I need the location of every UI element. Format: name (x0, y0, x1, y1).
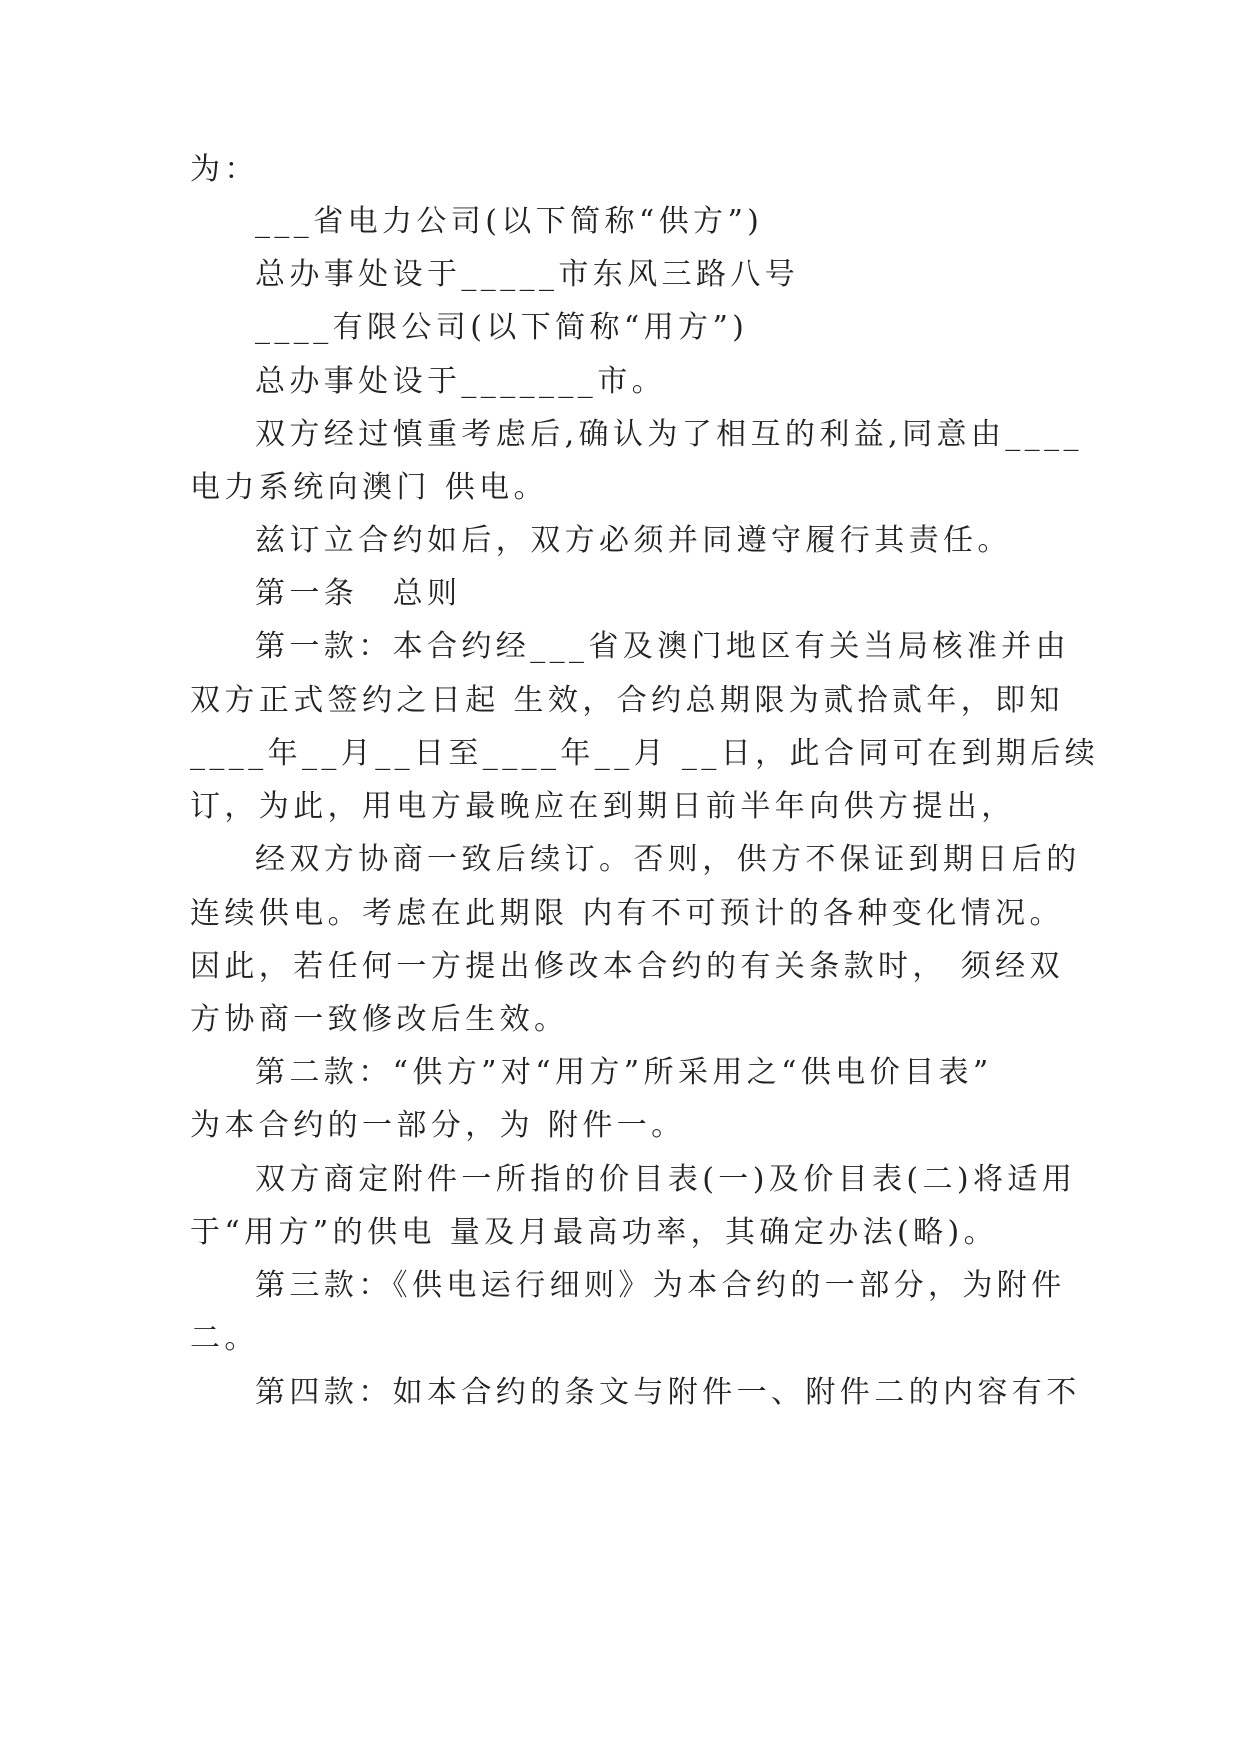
text-line: 为本合约的一部分，为 附件一。 (190, 1108, 686, 1143)
text-line: 订，为此，用电方最晚应在到期日前半年向供方提出， (190, 789, 1016, 824)
text-line: 第三款：《供电运行细则》为本合约的一部分，为附件 (255, 1268, 1066, 1303)
text-line: ___省电力公司(以下简称“供方”) (255, 204, 764, 239)
section-heading: 第一条 总则 (255, 576, 462, 611)
text-line: 双方经过慎重考虑后,确认为了相互的利益,同意由____ (255, 417, 1083, 452)
text-line: 经双方协商一致后续订。否则，供方不保证到期日后的 (255, 842, 1081, 877)
text-line: 第一款：本合约经___省及澳门地区有关当局核准并由 (255, 629, 1070, 664)
text-line: 为： (190, 152, 259, 187)
text-line: 于“用方”的供电 量及月最高功率，其确定办法(略)。 (190, 1215, 999, 1250)
text-line: 方协商一致修改后生效。 (190, 1002, 569, 1037)
text-line: ____年__月__日至____年__月 __日，此合同可在到期后续 (190, 736, 1100, 771)
text-line: 电力系统向澳门 供电。 (190, 470, 548, 505)
text-line: 双方正式签约之日起 生效，合约总期限为贰拾贰年，即知 (190, 683, 1064, 718)
text-line: 连续供电。考虑在此期限 内有不可预计的各种变化情况。 (190, 896, 1064, 931)
text-line: 二。 (190, 1321, 259, 1356)
text-line: 双方商定附件一所指的价目表(一)及价目表(二)将适用 (255, 1162, 1077, 1197)
text-line: 总办事处设于_____市东风三路八号 (255, 257, 800, 292)
text-line: 第四款：如本合约的条文与附件一、附件二的内容有不 (255, 1375, 1081, 1410)
text-line: 因此，若任何一方提出修改本合约的有关条款时， 须经双 (190, 949, 1064, 984)
text-line: 第二款：“供方”对“用方”所采用之“供电价目表” (255, 1055, 993, 1090)
text-line: ____有限公司(以下简称“用方”) (255, 310, 749, 345)
text-line: 总办事处设于_______市。 (255, 364, 666, 399)
text-line: 兹订立合约如后，双方必须并同遵守履行其责任。 (255, 523, 1012, 558)
